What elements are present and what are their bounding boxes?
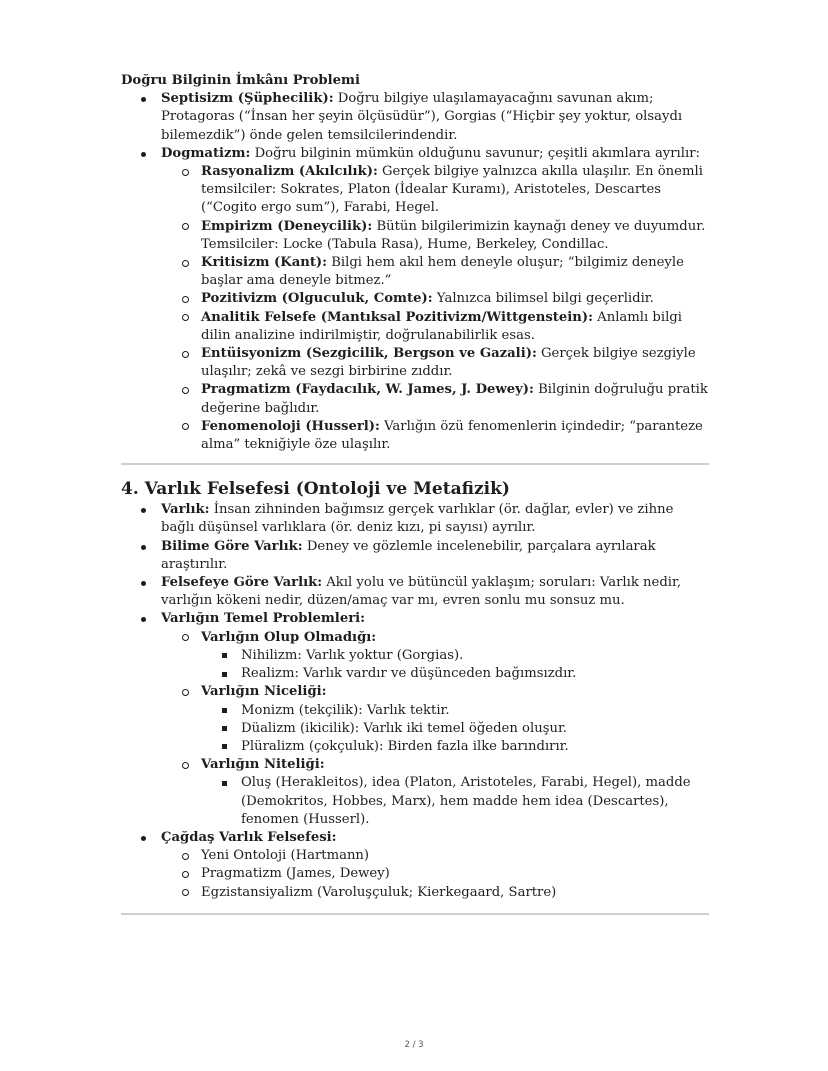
list-item xyxy=(241,665,709,683)
term-label: Kritisizm (Kant): xyxy=(201,255,328,271)
niteligi-sublist xyxy=(201,774,709,829)
term-label: Entüisyonizm (Sezgicilik, Bergson ve Gazali): xyxy=(201,346,537,362)
list-item-temel-problemler xyxy=(161,610,709,828)
term-label: Pozitivizm (Olguculuk, Comte): xyxy=(201,291,433,307)
item-text: Nihilizm: Varlık yoktur (Gorgias). xyxy=(241,647,464,663)
list-item-dogmatizm xyxy=(161,145,709,454)
olup-olmadigi-sublist xyxy=(201,647,709,683)
item-text: Bilginin doğruluğu pratik değerine bağlıdır. xyxy=(201,382,708,416)
list-item xyxy=(241,738,709,756)
list-item-olup-olmadigi xyxy=(201,629,709,684)
temel-problemler-sublist xyxy=(161,629,709,829)
list-item-bilime-gore xyxy=(161,538,709,574)
list-item xyxy=(241,702,709,720)
term-label: Varlığın Niceliği: xyxy=(201,684,327,700)
item-text: Plüralizm (çokçuluk): Birden fazla ilke barındırır. xyxy=(241,738,569,754)
list-item-septisizm xyxy=(161,90,709,145)
list-item-pozitivizm xyxy=(201,290,709,308)
item-text: Pragmatizm (James, Dewey) xyxy=(201,866,390,882)
list-item-varlik xyxy=(161,501,709,537)
niceligi-sublist xyxy=(201,702,709,757)
term-label: Varlık: xyxy=(161,502,210,518)
page-indicator: 2 / 3 xyxy=(404,1040,424,1050)
term-label: Bilime Göre Varlık: xyxy=(161,538,303,554)
list-item-niceligi xyxy=(201,683,709,756)
term-label: Analitik Felsefe (Mantıksal Pozitivizm/Wittgenstein): xyxy=(201,309,593,325)
item-text: Anlamlı bilgi dilin analizine indirilmiştir, doğrulanabilirlik esas. xyxy=(201,309,682,343)
list-item-analitik-felsefe xyxy=(201,309,709,345)
item-text: Bilgi hem akıl hem deneyle oluşur; “bilgimiz deneyle başlar ama deneyle bitmez.” xyxy=(201,255,684,289)
list-item-pragmatizm xyxy=(201,381,709,417)
list-item xyxy=(201,847,709,865)
term-label: Empirizm (Deneycilik): xyxy=(201,218,373,234)
item-text: Deney ve gözlemle incelenebilir, parçalara ayrılarak araştırılır. xyxy=(161,538,656,572)
list-item-kritisizm xyxy=(201,254,709,290)
item-text: Bütün bilgilerimizin kaynağı deney ve duyumdur. Temsilciler: Locke (Tabula Rasa), Hume, Berkeley, Condillac. xyxy=(201,218,706,252)
ontology-list xyxy=(121,501,709,901)
list-item-felsefeye-gore xyxy=(161,574,709,610)
cagdas-varlik-sublist xyxy=(161,847,709,902)
list-item-entuisyonizm xyxy=(201,345,709,381)
list-item-rasyonalizm xyxy=(201,163,709,218)
item-text: Realizm: Varlık vardır ve düşünceden bağımsızdır. xyxy=(241,666,577,682)
list-item xyxy=(241,774,709,829)
term-label: Çağdaş Varlık Felsefesi: xyxy=(161,829,337,845)
truth-problem-list xyxy=(121,90,709,454)
page-content xyxy=(121,72,709,915)
list-item-fenomenoloji xyxy=(201,418,709,454)
item-text: Yalnızca bilimsel bilgi geçerlidir. xyxy=(432,291,654,307)
dogmatizm-sublist xyxy=(161,163,709,454)
section-heading-ontology: 4. Varlık Felsefesi (Ontoloji ve Metafizik) xyxy=(121,479,510,500)
term-label: Pragmatizm (Faydacılık, W. James, J. Dewey): xyxy=(201,382,534,398)
term-label: Varlığın Niteliği: xyxy=(201,757,325,773)
item-text: Düalizm (ikicilik): Varlık iki temel öğeden oluşur. xyxy=(241,720,568,736)
list-item xyxy=(201,884,709,902)
list-item-cagdas-varlik xyxy=(161,829,709,902)
section-heading-truth-problem: Doğru Bilginin İmkânı Problemi xyxy=(121,73,360,88)
term-label: Dogmatizm: xyxy=(161,145,251,161)
item-text: İnsan zihninden bağımsız gerçek varlıklar (ör. dağlar, evler) ve zihne bağlı düşünsel varlıklara (ör. deniz kızı, pi sayısı) ayrılır. xyxy=(161,502,674,536)
item-text: Monizm (tekçilik): Varlık tektir. xyxy=(241,702,450,718)
item-text: Gerçek bilgiye yalnızca akılla ulaşılır. En önemli temsilciler: Sokrates, Platon (İdealar Kuramı), Aristoteles, Descartes (“Cogito ergo sum”), Farabi, Hegel. xyxy=(201,164,703,216)
item-text: Oluş (Herakleitos), idea (Platon, Aristoteles, Farabi, Hegel), madde (Demokritos, Hobbes, Marx), hem madde hem idea (Descartes), fenomen (Husserl). xyxy=(241,775,691,827)
term-label: Varlığın Temel Problemleri: xyxy=(161,611,366,627)
list-item xyxy=(201,865,709,883)
item-text: Gerçek bilgiye sezgiyle ulaşılır; zekâ ve sezgi birbirine zıddır. xyxy=(201,346,696,380)
term-label: Rasyonalizm (Akılcılık): xyxy=(201,164,378,180)
item-text: Egzistansiyalizm (Varoluşçuluk; Kierkegaard, Sartre) xyxy=(201,884,557,900)
item-text: Varlığın özü fenomenlerin içindedir; “paranteze alma” tekniğiyle öze ulaşılır. xyxy=(201,418,703,453)
item-text: Yeni Ontoloji (Hartmann) xyxy=(201,848,370,864)
section-divider xyxy=(121,913,709,915)
term-label: Fenomenoloji (Husserl): xyxy=(201,418,380,434)
list-item-niteligi xyxy=(201,756,709,829)
item-text: Doğru bilgiye ulaşılamayacağını savunan akım; Protagoras (“İnsan her şeyin ölçüsüdür”), Gorgias (“Hiçbir şey yoktur, olsaydı bilemezdik”) önde gelen temsilcilerindendir. xyxy=(161,91,683,143)
list-item-empirizm xyxy=(201,218,709,254)
term-label: Septisizm (Şüphecilik): xyxy=(161,91,334,107)
list-item xyxy=(241,720,709,738)
item-text: Doğru bilginin mümkün olduğunu savunur; çeşitli akımlara ayrılır: xyxy=(250,145,700,161)
term-label: Varlığın Olup Olmadığı: xyxy=(201,629,377,645)
list-item xyxy=(241,647,709,665)
term-label: Felsefeye Göre Varlık: xyxy=(161,575,323,591)
item-text: Akıl yolu ve bütüncül yaklaşım; soruları: Varlık nedir, varlığın kökeni nedir, düzen/amaç var mı, evren sonlu mu sonsuz mu. xyxy=(161,575,682,609)
